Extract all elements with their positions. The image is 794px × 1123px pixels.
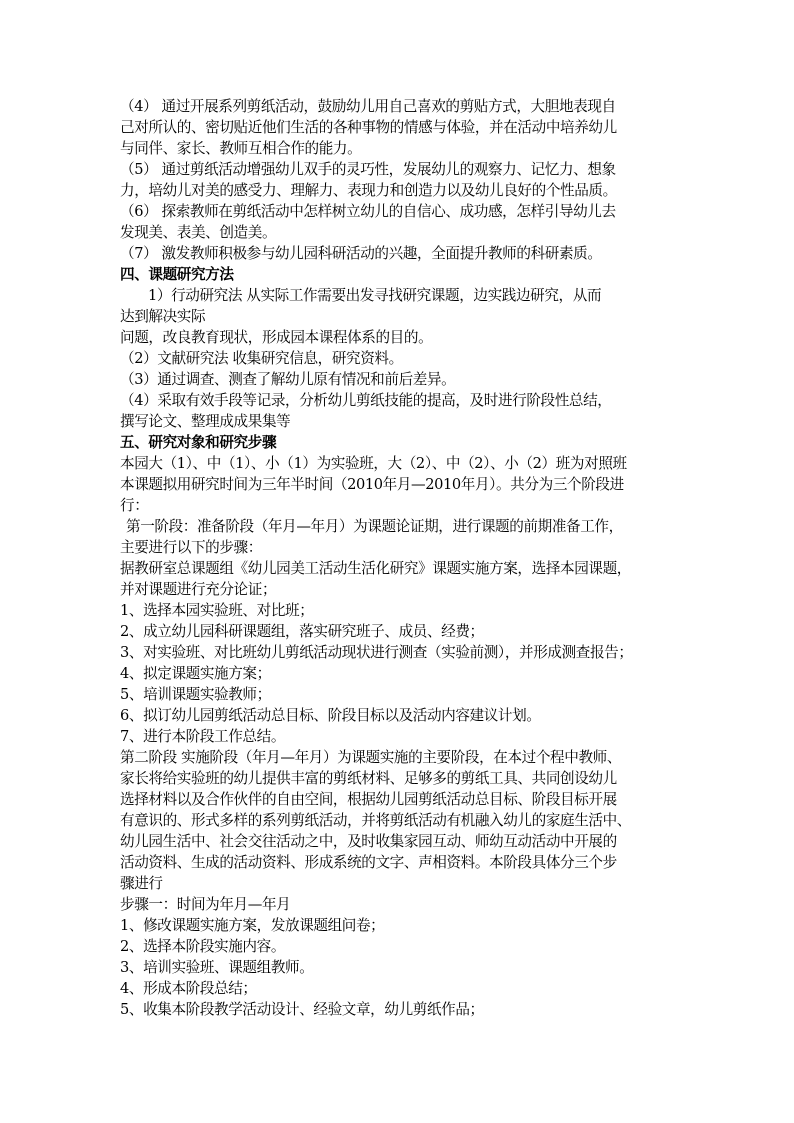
list-item: 3、对实验班、对比班幼儿剪纸活动现状进行测查（实验前测），并形成测查报告； bbox=[120, 644, 633, 661]
paragraph-line: 第一阶段：准备阶段（年月—年月）为课题论证期，进行课题的前期准备工作， bbox=[126, 518, 623, 535]
list-item: 2、选择本阶段实施内容。 bbox=[120, 938, 286, 955]
paragraph-line: 并对课题进行充分论证； bbox=[120, 581, 277, 598]
paragraph-line: 步骤一：时间为年月—年月 bbox=[120, 896, 291, 913]
paragraph-line: 本课题拟用研究时间为三年半时间（2010年月—2010年月）。共分为三个阶段进 bbox=[120, 476, 624, 493]
paragraph-line: 行： bbox=[120, 497, 149, 514]
list-item: 4、拟定课题实施方案； bbox=[120, 665, 271, 682]
paragraph-line: 问题，改良教育现状，形成园本课程体系的目的。 bbox=[120, 329, 433, 346]
list-item: 1、选择本园实验班、对比班； bbox=[120, 602, 314, 619]
list-item: 1、修改课题实施方案，发放课题组问卷； bbox=[120, 917, 385, 934]
paragraph-line: 达到解决实际 bbox=[120, 308, 206, 325]
paragraph-line: 活动资料、生成的活动资料、形成系统的文字、声相资料。本阶段具体分三个步 bbox=[120, 854, 617, 871]
list-item: 5、收集本阶段教学活动设计、经验文章，幼儿剪纸作品； bbox=[120, 1001, 484, 1018]
paragraph-line: 骤进行 bbox=[120, 875, 163, 892]
paragraph-line: （7） 激发教师积极参与幼儿园科研活动的兴趣，全面提升教师的科研素质。 bbox=[120, 245, 602, 262]
paragraph-line: 第二阶段 实施阶段（年月—年月）为课题实施的主要阶段，在本过个程中教师、 bbox=[120, 749, 622, 766]
paragraph-line: 己对所认的、密切贴近他们生活的各种事物的情感与体验，并在活动中培养幼儿 bbox=[120, 119, 617, 136]
paragraph-line: 与同伴、家长、教师互相合作的能力。 bbox=[120, 140, 362, 157]
paragraph-line: （3）通过调查、测查了解幼儿原有情况和前后差异。 bbox=[120, 371, 456, 388]
paragraph-line: 据教研室总课题组《幼儿园美工活动生活化研究》课题实施方案，选择本园课题， bbox=[120, 560, 631, 577]
list-item: 7、进行本阶段工作总结。 bbox=[120, 728, 286, 745]
paragraph-line: 1）行动研究法 从实际工作需要出发寻找研究课题，边实践边研究，从而 bbox=[148, 287, 602, 304]
section-heading: 五、研究对象和研究步骤 bbox=[120, 434, 277, 451]
paragraph-line: （4） 通过开展系列剪纸活动，鼓励幼儿用自己喜欢的剪贴方式，大胆地表现自 bbox=[120, 98, 616, 115]
document-page bbox=[120, 96, 685, 1020]
paragraph-line: （4）采取有效手段等记录，分析幼儿剪纸技能的提高，及时进行阶段性总结， bbox=[120, 392, 612, 409]
list-item: 2、成立幼儿园科研课题组，落实研究班子、成员、经费； bbox=[120, 623, 484, 640]
section-heading: 四、课题研究方法 bbox=[120, 266, 234, 283]
paragraph-line: （5） 通过剪纸活动增强幼儿双手的灵巧性，发展幼儿的观察力、记忆力、想象 bbox=[120, 161, 616, 178]
paragraph-line: 本园大（1）、中（1）、小（1）为实验班，大（2）、中（2）、小（2）班为对照班 bbox=[120, 455, 627, 472]
paragraph-line: （2）文献研究法 收集研究信息，研究资料。 bbox=[120, 350, 403, 367]
paragraph-line: 主要进行以下的步骤： bbox=[120, 539, 262, 556]
paragraph-line: 发现美、表美、创造美。 bbox=[120, 224, 277, 241]
list-item: 5、培训课题实验教师； bbox=[120, 686, 271, 703]
paragraph-line: （6） 探索教师在剪纸活动中怎样树立幼儿的自信心、成功感，怎样引导幼儿去 bbox=[120, 203, 616, 220]
list-item: 3、培训实验班、课题组教师。 bbox=[120, 959, 314, 976]
paragraph-line: 幼儿园生活中、社会交往活动之中，及时收集家园互动、师幼互动活动中开展的 bbox=[120, 833, 617, 850]
paragraph-line: 有意识的、形式多样的系列剪纸活动，并将剪纸活动有机融入幼儿的家庭生活中、 bbox=[120, 812, 631, 829]
paragraph-line: 力，培幼儿对美的感受力、理解力、表现力和创造力以及幼儿良好的个性品质。 bbox=[120, 182, 617, 199]
paragraph-line: 家长将给实验班的幼儿提供丰富的剪纸材料、足够多的剪纸工具、共同创设幼儿 bbox=[120, 770, 617, 787]
list-item: 6、拟订幼儿园剪纸活动总目标、阶段目标以及活动内容建议计划。 bbox=[120, 707, 541, 724]
paragraph-line: 选择材料以及合作伙伴的自由空间，根据幼儿园剪纸活动总目标、阶段目标开展 bbox=[120, 791, 617, 808]
paragraph-line: 撰写论文、整理成成果集等 bbox=[120, 413, 291, 430]
list-item: 4、形成本阶段总结； bbox=[120, 980, 257, 997]
